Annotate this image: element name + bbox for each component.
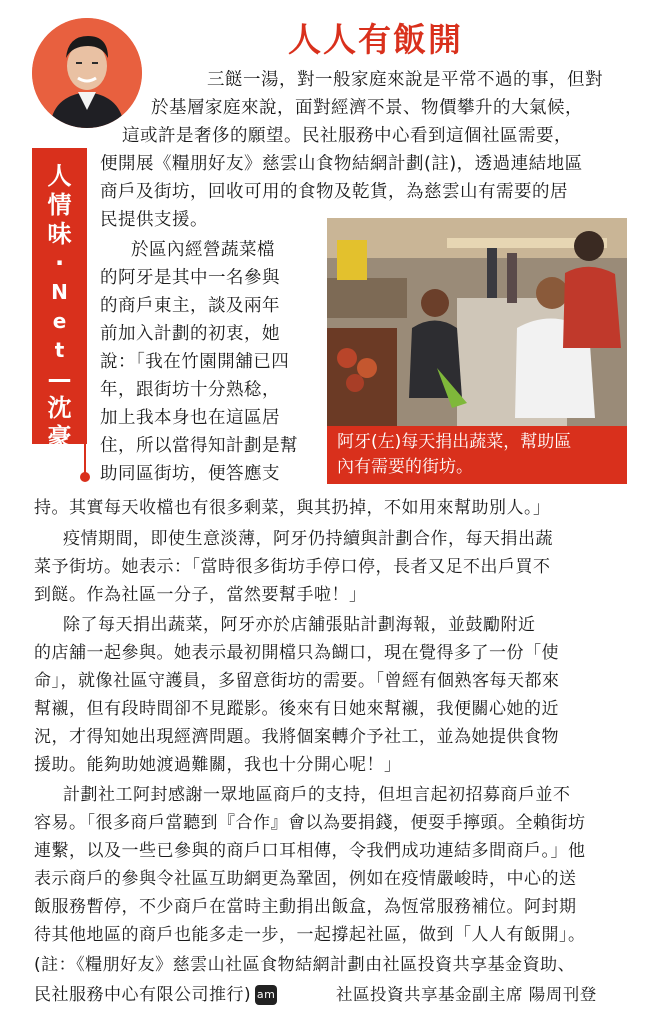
body-line: 到餸。作為社區一分子，當然要幫手啦！」 [34,585,367,605]
column-char: N [51,280,68,304]
column-char: — [47,365,72,393]
body-line: 於區內經營蔬菜檔 [131,240,275,260]
column-banner [32,148,87,480]
publisher-logo: am [255,985,277,1005]
body-line: 表示商戶的參與令社區互助網更為鞏固，例如在疫情嚴峻時，中心的送 [34,869,577,889]
body-line: 於基層家庭來說，面對經濟不景、物價攀升的大氣候， [151,98,583,118]
body-line: 助同區街坊，便答應支 [100,464,280,484]
body-line: 的商戶東主，談及兩年 [100,296,280,316]
body-line: 幫襯，但有段時間卻不見蹤影。後來有日她來幫襯，我便關心她的近 [34,699,559,719]
body-line: 待其他地區的商戶也能多走一步，一起撐起社區，做到「人人有飯開」。 [34,925,586,945]
footer-left [34,983,281,1007]
column-char: · [54,249,65,277]
column-char: e [52,309,67,333]
column-char: 傑 [47,452,72,480]
author-avatar [32,18,142,128]
footer-right: 社區投資共享基金副主席 陽周刊登 [336,985,597,1004]
body-line: 的店舖一起參與。她表示最初開檔只為餬口，現在覺得多了一份「使 [34,643,559,663]
body-line: 計劃社工阿封感謝一眾地區商戶的支持，但坦言起初招募商戶並不 [63,785,571,805]
body-line: 況，才得知她出現經濟問題。我將個案轉介予社工，並為她提供食物 [34,727,559,747]
photo-caption [327,426,627,484]
body-line: 加上我本身也在這區居 [100,408,280,428]
banner-line [84,444,86,474]
article-photo [327,218,627,426]
body-line: 菜予街坊。她表示：「當時很多街坊手停口停，長者又足不出戶買不 [34,557,551,577]
column-char: t [54,338,65,362]
footer-left-text: 民社服務中心有限公司推行) [34,985,252,1005]
column-char: 情 [47,191,72,219]
body-line: 除了每天捐出蔬菜，阿牙亦於店舖張貼計劃海報，並鼓勵附近 [63,615,536,635]
body-line: 說：「我在竹園開舖已四 [100,352,290,372]
body-line: (註：《糧朋好友》慈雲山社區食物結網計劃由社區投資共享基金資助、 [34,955,576,975]
body-line: 年，跟街坊十分熟稔， [100,380,280,400]
column-char: 味 [47,220,72,248]
body-line: 的阿牙是其中一名參與 [100,268,280,288]
body-line: 疫情期間，即使生意淡薄，阿牙仍持續與計劃合作，每天捐出蔬 [63,529,553,549]
banner-dot [80,472,90,482]
body-line: 住，所以當得知計劃是幫 [100,436,298,456]
body-line: 三餸一湯，對一般家庭來說是平常不過的事，但對 [207,70,603,90]
body-line: 民提供支援。 [100,210,208,230]
body-line: 連繫，以及一些已參與的商戶口耳相傳，令我們成功連結多間商戶。」他 [34,841,586,861]
body-line: 這或許是奢侈的願望。民社服務中心看到這個社區需要， [122,126,572,146]
column-char: 人 [47,162,72,190]
caption-line: 內有需要的街坊。 [337,457,473,477]
body-line: 前加入計劃的初衷，她 [100,324,280,344]
column-char: 豪 [47,423,72,451]
body-line: 命」，就像社區守護員，多留意街坊的需要。「曾經有個熟客每天都來 [34,671,560,691]
caption-line: 阿牙(左)每天捐出蔬菜，幫助區 [337,432,572,452]
column-char: 沈 [47,394,72,422]
body-line: 商戶及街坊，回收可用的食物及乾貨，為慈雲山有需要的居 [100,182,568,202]
body-line: 援助。能夠助她渡過難關，我也十分開心呢！」 [34,755,402,775]
body-line: 持。其實每天收檔也有很多剩菜，與其扔掉，不如用來幫助別人。」 [34,498,551,518]
body-line: 飯服務暫停，不少商戶在當時主動捐出飯盒，為恆常服務補位。阿封期 [34,897,577,917]
body-line: 容易。「很多商戶當聽到『合作』會以為要捐錢，便耍手擰頭。全賴街坊 [34,813,586,833]
body-line: 便開展《糧朋好友》慈雲山食物結網計劃(註)，透過連結地區 [100,154,583,174]
article-headline: 人人有飯開 [288,20,463,59]
